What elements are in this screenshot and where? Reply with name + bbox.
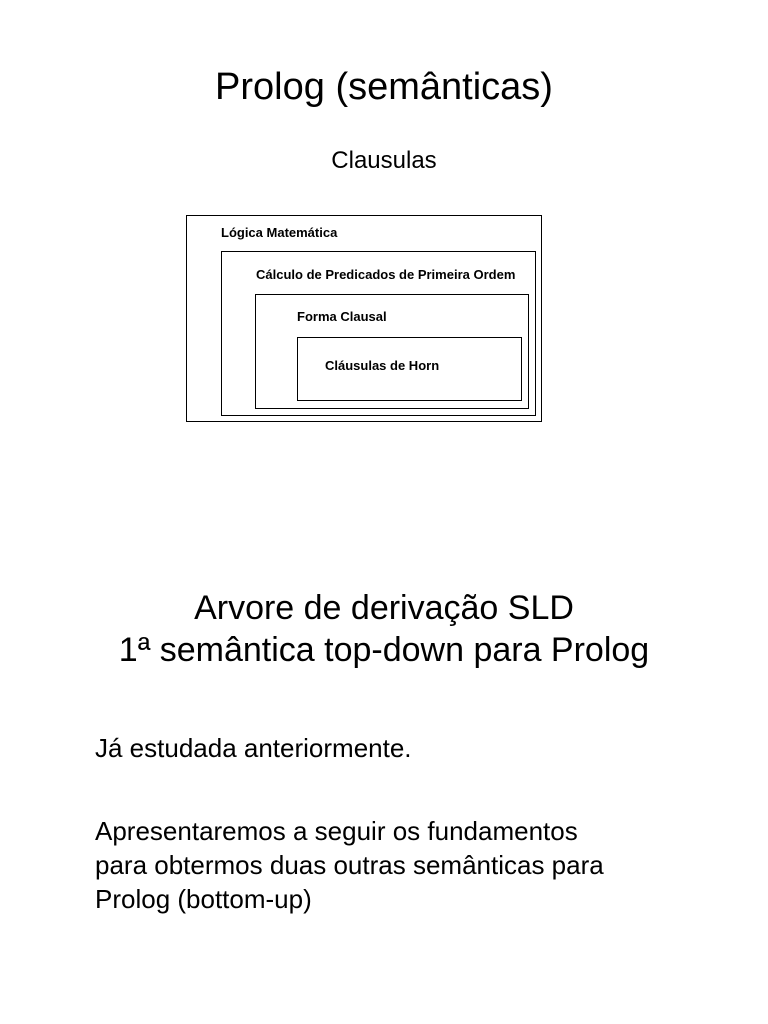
nested-sets-diagram: [186, 215, 542, 422]
box-calculo-predicados: [221, 251, 536, 416]
paragraph-studied: Já estudada anteriormente.: [95, 733, 412, 763]
label-logica-matematica: Lógica Matemática: [221, 225, 338, 240]
box-forma-clausal: [255, 294, 529, 409]
section-heading-line2: 1ª semântica top-down para Prolog: [118, 631, 650, 669]
section-heading-line1: Arvore de derivação SLD: [194, 589, 574, 627]
label-clausulas-horn: Cláusulas de Horn: [325, 358, 440, 373]
label-forma-clausal: Forma Clausal: [297, 309, 387, 324]
page-title: Prolog (semânticas): [215, 66, 553, 108]
paragraph-fundamentals: [95, 814, 715, 916]
section-heading: [0, 587, 768, 671]
paragraph-fundamentals-line3: Prolog (bottom-up): [95, 884, 312, 914]
paragraph-fundamentals-line2: para obtermos duas outras semânticas para: [95, 850, 604, 880]
page-subtitle: Clausulas: [331, 147, 437, 174]
box-clausulas-horn: [297, 337, 522, 401]
label-calculo-predicados: Cálculo de Predicados de Primeira Ordem: [256, 267, 516, 282]
paragraph-fundamentals-line1: Apresentaremos a seguir os fundamentos: [95, 816, 578, 846]
